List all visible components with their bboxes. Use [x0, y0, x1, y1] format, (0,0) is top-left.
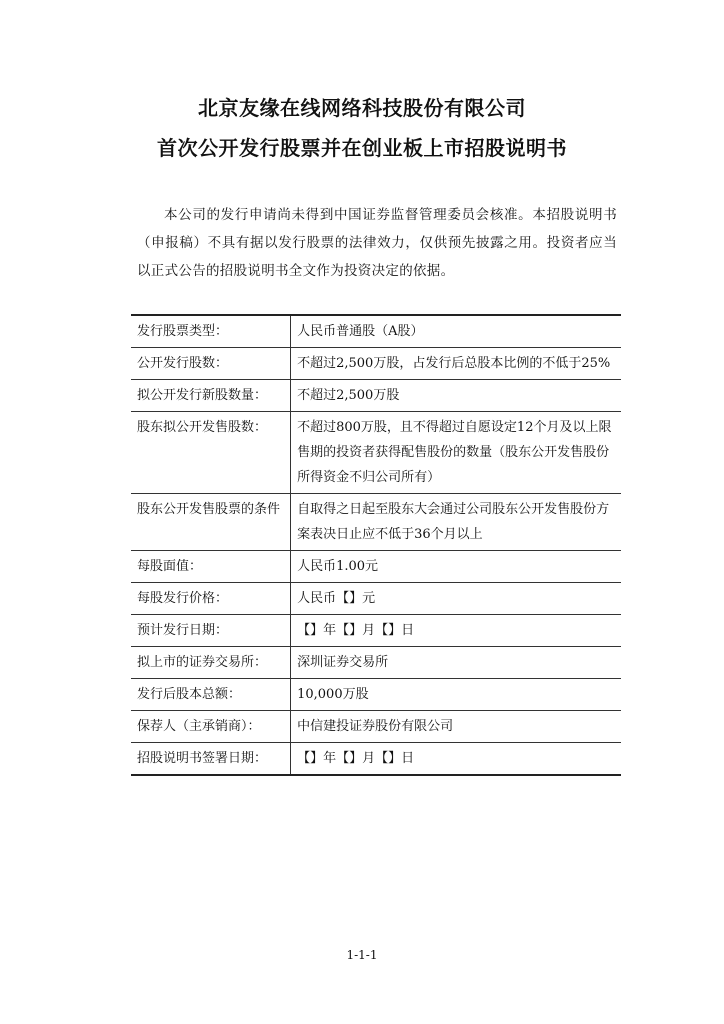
table-row	[131, 412, 621, 494]
row-label: 招股说明书签署日期：	[131, 743, 291, 776]
table-row	[131, 315, 621, 348]
table-row	[131, 679, 621, 711]
row-label: 股东拟公开发售股数：	[131, 412, 291, 494]
row-value: 人民币普通股（A股）	[297, 324, 424, 339]
table-row	[131, 711, 621, 743]
document-title-company: 北京友缘在线网络科技股份有限公司	[198, 96, 526, 120]
row-value: 人民币1.00元	[297, 559, 379, 574]
row-value: 不超过2,500万股	[297, 388, 400, 403]
page-number: 1-1-1	[346, 948, 378, 962]
disclaimer-paragraph: 本公司的发行申请尚未得到中国证券监督管理委员会核准。本招股说明书（申报稿）不具有据以发行股票的法律效力，仅供预先披露之用。投资者应当以正式公告的招股说明书全文作为投资决定的依据。	[137, 207, 617, 279]
row-value: 10,000万股	[297, 687, 369, 702]
table-row	[131, 494, 621, 551]
table-row	[131, 583, 621, 615]
document-title-prospectus: 首次公开发行股票并在创业板上市招股说明书	[157, 136, 567, 160]
row-value: 深圳证券交易所	[297, 655, 389, 670]
row-label: 公开发行股数：	[131, 348, 291, 380]
row-value: 不超过800万股，且不得超过自愿设定12个月及以上限售期的投资者获得配售股份的数量（股东公开发售股份所得资金不归公司所有）	[297, 420, 612, 485]
table-row	[131, 615, 621, 647]
table-row	[131, 551, 621, 583]
row-value: 自取得之日起至股东大会通过公司股东公开发售股份方案表决日止应不低于36个月以上	[297, 502, 610, 542]
table-row	[131, 647, 621, 679]
table-row	[131, 743, 621, 776]
offering-summary-table	[131, 314, 621, 776]
row-value: 【】年【】月【】日	[297, 623, 415, 638]
row-label: 发行股票类型：	[131, 315, 291, 348]
row-value: 人民币【】元	[297, 591, 376, 606]
row-label: 拟公开发行新股数量：	[131, 380, 291, 412]
row-label: 预计发行日期：	[131, 615, 291, 647]
row-label: 股东公开发售股票的条件	[131, 494, 291, 551]
table-row	[131, 348, 621, 380]
row-label: 每股面值：	[131, 551, 291, 583]
row-label: 发行后股本总额：	[131, 679, 291, 711]
table-row	[131, 380, 621, 412]
row-label: 拟上市的证券交易所：	[131, 647, 291, 679]
row-value: 【】年【】月【】日	[297, 751, 415, 766]
row-label: 保荐人（主承销商）：	[131, 711, 291, 743]
row-label: 每股发行价格：	[131, 583, 291, 615]
row-value: 中信建投证券股份有限公司	[297, 719, 454, 734]
row-value: 不超过2,500万股，占发行后总股本比例的不低于25%	[297, 356, 611, 371]
